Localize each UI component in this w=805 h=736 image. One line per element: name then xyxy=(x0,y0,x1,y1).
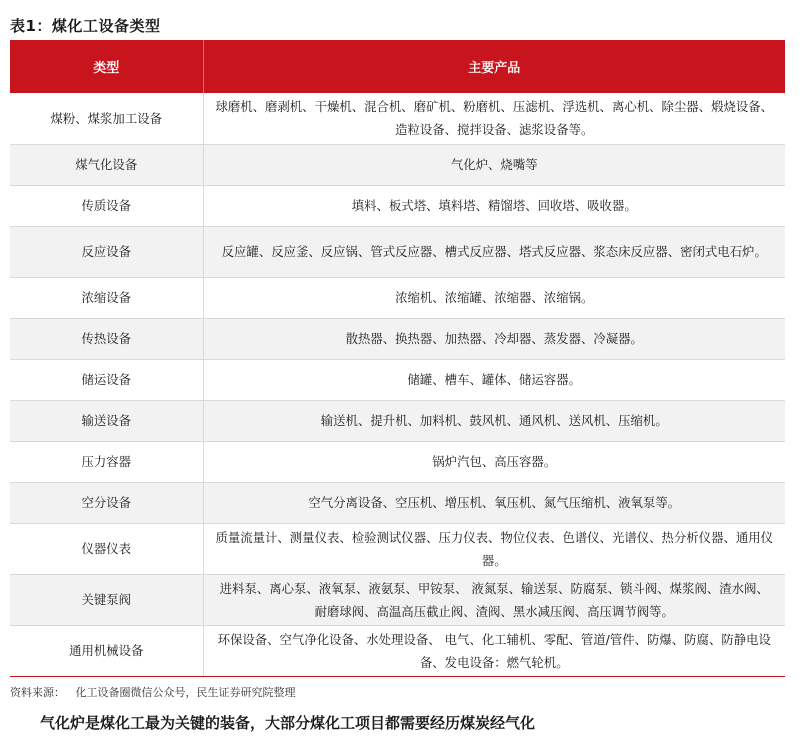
table-row xyxy=(10,359,785,400)
table-row xyxy=(10,574,785,625)
table-title: 表1：煤化工设备类型 xyxy=(10,17,161,35)
row-type: 通用机械设备 xyxy=(10,625,203,676)
row-type: 仪器仪表 xyxy=(10,523,203,574)
row-type: 传质设备 xyxy=(10,185,203,226)
table-row xyxy=(10,185,785,226)
row-type: 关键泵阀 xyxy=(10,574,203,625)
equipment-table xyxy=(10,40,785,677)
table-row xyxy=(10,93,785,144)
table-row xyxy=(10,277,785,318)
table-row xyxy=(10,482,785,523)
row-products: 锅炉汽包、高压容器。 xyxy=(203,441,785,482)
row-products: 散热器、换热器、加热器、冷却器、蒸发器、冷凝器。 xyxy=(203,318,785,359)
row-type: 压力容器 xyxy=(10,441,203,482)
row-type: 浓缩设备 xyxy=(10,277,203,318)
table-row xyxy=(10,625,785,676)
row-products: 浓缩机、浓缩罐、浓缩器、浓缩锅。 xyxy=(203,277,785,318)
row-products: 反应罐、反应釜、反应锅、管式反应器、槽式反应器、塔式反应器、浆态床反应器、密闭式电石炉。 xyxy=(203,226,785,277)
row-products: 进料泵、离心泵、液氧泵、液氨泵、甲铵泵、 液氮泵、输送泵、防腐泵、锁斗阀、煤浆阀、渣水阀、耐磨球阀、高温高压截止阀、渣阀、黑水减压阀、高压调节阀等。 xyxy=(203,574,785,625)
source-note: 资料来源： 化工设备圈微信公众号，民生证券研究院整理 xyxy=(10,686,296,699)
row-type: 输送设备 xyxy=(10,400,203,441)
row-products: 气化炉、烧嘴等 xyxy=(203,144,785,185)
row-products: 填料、板式塔、填料塔、精馏塔、回收塔、吸收器。 xyxy=(203,185,785,226)
table-row xyxy=(10,318,785,359)
row-products: 环保设备、空气净化设备、水处理设备、 电气、化工辅机、零配、管道/管件、防爆、防腐、防静电设备、发电设备：燃气轮机。 xyxy=(203,625,785,676)
row-type: 煤气化设备 xyxy=(10,144,203,185)
table-row xyxy=(10,400,785,441)
row-type: 传热设备 xyxy=(10,318,203,359)
table-row xyxy=(10,144,785,185)
section-heading: 气化炉是煤化工最为关键的装备，大部分煤化工项目都需要经历煤炭经气化 xyxy=(40,714,536,732)
table-row xyxy=(10,226,785,277)
header-type: 类型 xyxy=(10,40,203,93)
row-type: 反应设备 xyxy=(10,226,203,277)
row-products: 输送机、提升机、加料机、鼓风机、通风机、送风机、压缩机。 xyxy=(203,400,785,441)
row-products: 空气分离设备、空压机、增压机、氧压机、氮气压缩机、液氧泵等。 xyxy=(203,482,785,523)
row-type: 储运设备 xyxy=(10,359,203,400)
row-products: 球磨机、磨剥机、干燥机、混合机、磨矿机、粉磨机、压滤机、浮选机、离心机、除尘器、煅烧设备、造粒设备、搅拌设备、滤浆设备等。 xyxy=(203,93,785,144)
row-type: 煤粉、煤浆加工设备 xyxy=(10,93,203,144)
table-row xyxy=(10,441,785,482)
row-type: 空分设备 xyxy=(10,482,203,523)
header-products: 主要产品 xyxy=(203,40,785,93)
row-products: 质量流量计、测量仪表、检验测试仪器、压力仪表、物位仪表、色谱仪、光谱仪、热分析仪器、通用仪器。 xyxy=(203,523,785,574)
row-products: 储罐、槽车、罐体、储运容器。 xyxy=(203,359,785,400)
table-header-row xyxy=(10,40,785,93)
table-row xyxy=(10,523,785,574)
